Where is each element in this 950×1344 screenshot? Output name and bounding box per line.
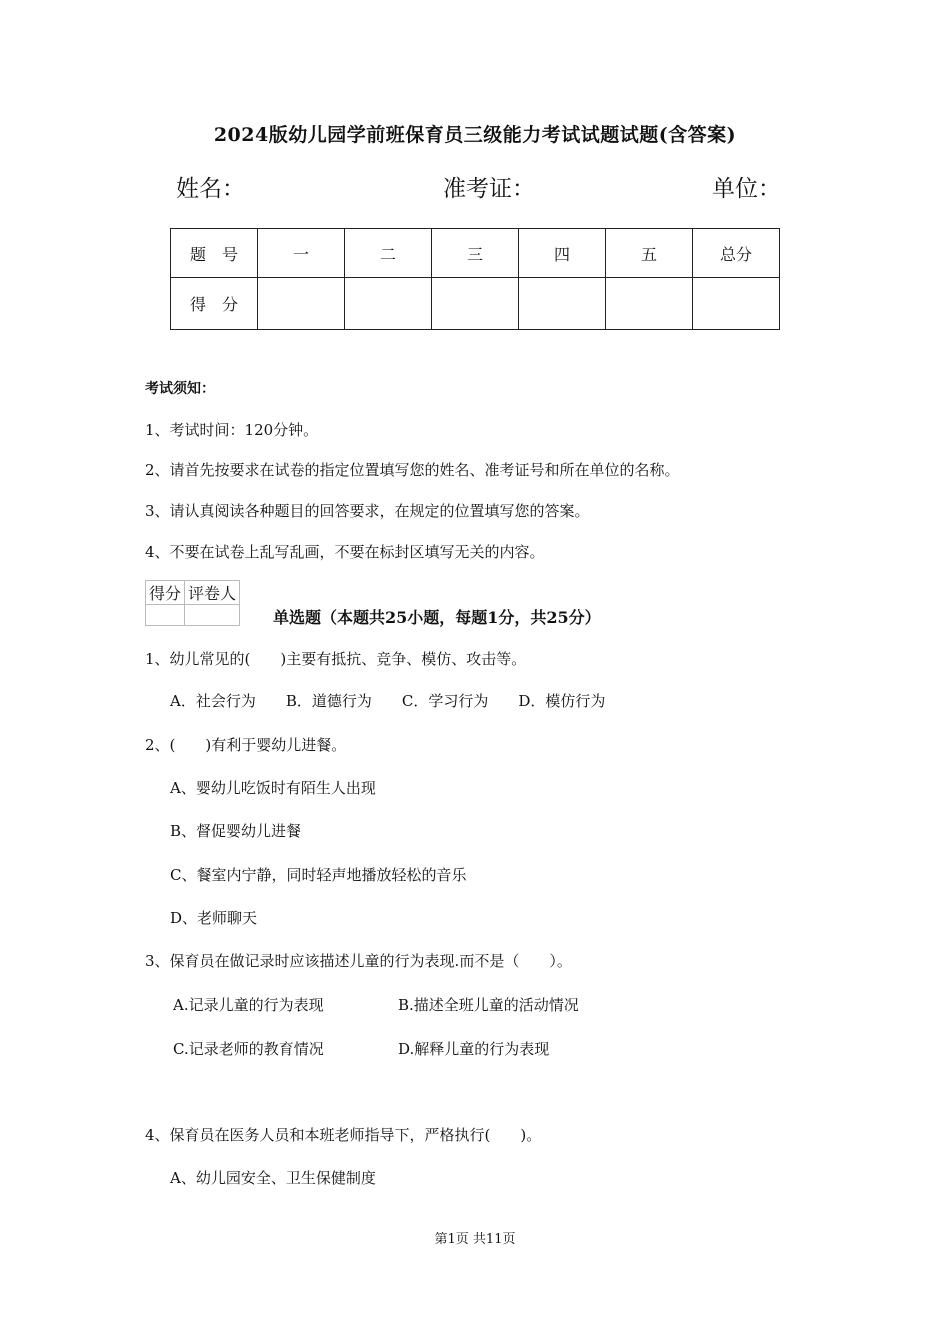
score-table-header-cell: 三 [432, 229, 519, 278]
score-row-label: 得 分 [171, 278, 258, 330]
question-option: A.记录儿童的行为表现 [173, 996, 324, 1014]
question-stem: 2、( )有利于婴幼儿进餐。 [145, 736, 347, 754]
question-stem: 1、幼儿常见的( )主要有抵抗、竞争、模仿、攻击等。 [145, 650, 527, 668]
score-table-header-cell: 一 [258, 229, 345, 278]
page-title: 2024版幼儿园学前班保育员三级能力考试试题试题(含答案) [213, 124, 737, 146]
score-table-header-cell: 总分 [693, 229, 780, 278]
score-cell[interactable] [432, 278, 519, 330]
section-title: 单选题（本题共25小题，每题1分，共25分） [273, 608, 601, 627]
grader-name-label: 评卷人 [185, 581, 240, 605]
score-table [170, 228, 780, 330]
score-table-header-cell: 五 [606, 229, 693, 278]
question-option: A、婴幼儿吃饭时有陌生人出现 [170, 779, 376, 797]
question-option: D、老师聊天 [170, 909, 258, 927]
score-table-score-row [171, 278, 780, 330]
question-option: D.解释儿童的行为表现 [398, 1040, 550, 1058]
unit-label: 单位： [712, 176, 781, 202]
notes-item: 1、考试时间：120分钟。 [145, 421, 319, 439]
question-option: B.描述全班儿童的活动情况 [398, 996, 579, 1014]
grader-box [145, 580, 240, 626]
score-cell[interactable] [258, 278, 345, 330]
score-cell[interactable] [345, 278, 432, 330]
grader-name-cell[interactable] [185, 605, 240, 626]
question-option: A、幼儿园安全、卫生保健制度 [170, 1169, 376, 1187]
grader-score-label: 得分 [146, 581, 185, 605]
score-table-header-cell: 四 [519, 229, 606, 278]
question-option: C.记录老师的教育情况 [173, 1040, 324, 1058]
score-table-header-cell: 题 号 [171, 229, 258, 278]
question-options: A．社会行为 B．道德行为 C．学习行为 D．模仿行为 [170, 692, 606, 710]
exam-number-label: 准考证： [443, 176, 535, 202]
score-cell[interactable] [693, 278, 780, 330]
question-option: C、餐室内宁静，同时轻声地播放轻松的音乐 [170, 866, 467, 884]
notes-title: 考试须知： [145, 381, 215, 397]
score-cell[interactable] [519, 278, 606, 330]
page-footer: 第1页 共11页 [434, 1232, 516, 1247]
question-option: B、督促婴幼儿进餐 [170, 822, 302, 840]
grader-score-cell[interactable] [146, 605, 185, 626]
score-table-header-cell: 二 [345, 229, 432, 278]
score-cell[interactable] [606, 278, 693, 330]
notes-item: 2、请首先按要求在试卷的指定位置填写您的姓名、准考证号和所在单位的名称。 [145, 461, 680, 479]
notes-item: 4、不要在试卷上乱写乱画，不要在标封区填写无关的内容。 [145, 543, 545, 561]
question-stem: 3、保育员在做记录时应该描述儿童的行为表现.而不是（ ）。 [145, 952, 572, 970]
question-stem: 4、保育员在医务人员和本班老师指导下，严格执行( )。 [145, 1126, 542, 1144]
score-table-header-row [171, 229, 780, 278]
name-label: 姓名： [176, 176, 245, 202]
notes-item: 3、请认真阅读各种题目的回答要求，在规定的位置填写您的答案。 [145, 502, 590, 520]
